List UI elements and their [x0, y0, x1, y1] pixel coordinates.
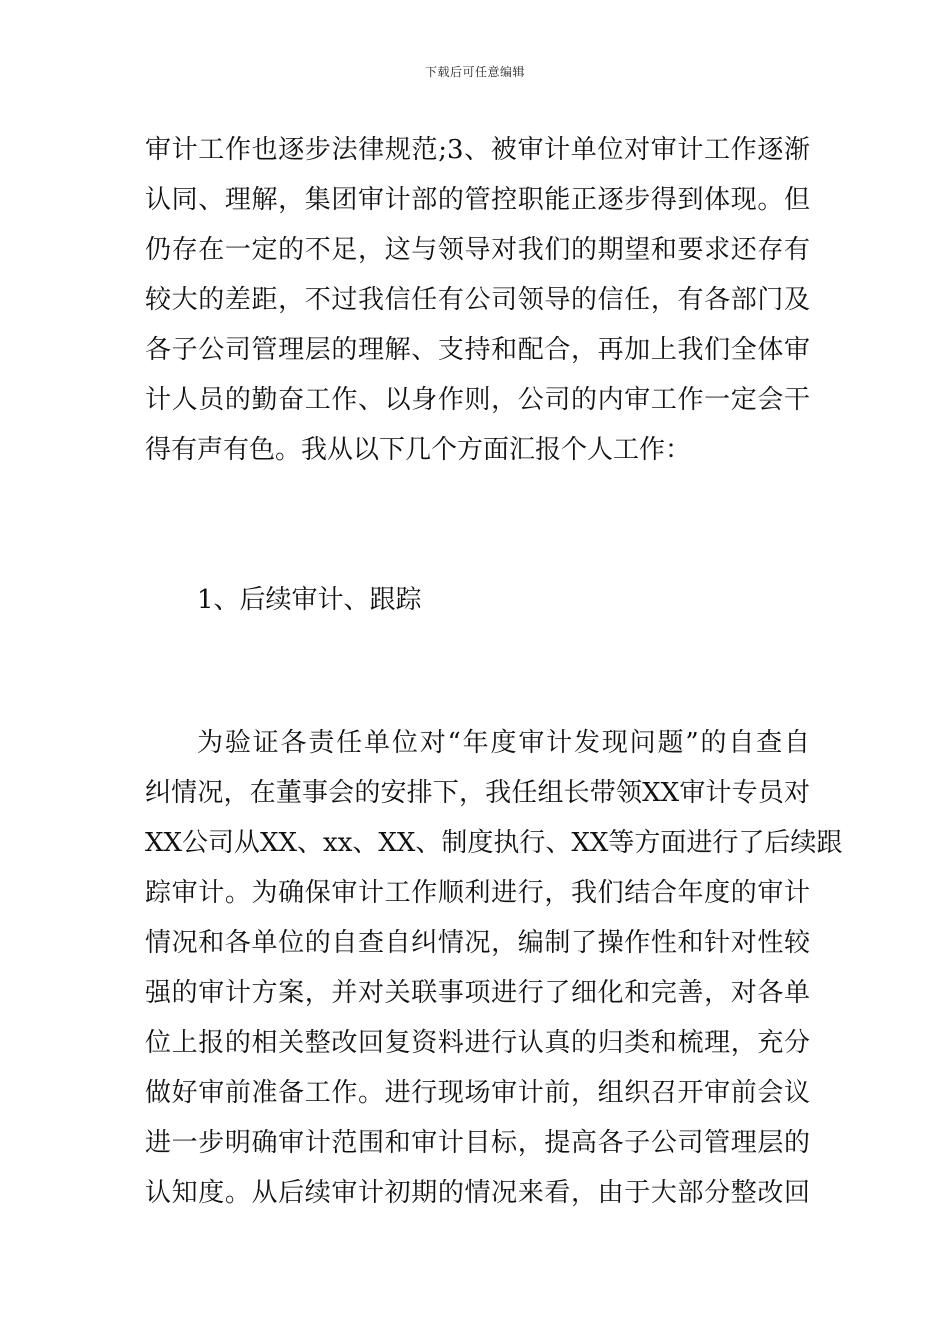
paragraph-line: 较大的差距，不过我信任有公司领导的信任，有各部门及	[145, 285, 810, 315]
paragraph-line: 认知度。从后续审计初期的情况来看，由于大部分整改回	[145, 1178, 810, 1208]
paragraph-line: XX公司从XX、xx、XX、制度执行、XX等方面进行了后续跟	[145, 828, 843, 858]
paragraph-line: 审计工作也逐步法律规范;3、被审计单位对审计工作逐渐	[145, 135, 810, 165]
paragraph-line: 进一步明确审计范围和审计目标，提高各子公司管理层的	[145, 1128, 810, 1158]
paragraph-line: 位上报的相关整改回复资料进行认真的归类和梳理，充分	[145, 1028, 810, 1058]
paragraph-follow-up-audit	[145, 718, 843, 1218]
paragraph-line: 各子公司管理层的理解、支持和配合，再加上我们全体审	[145, 335, 810, 365]
paragraph-line: 计人员的勤奋工作、以身作则，公司的内审工作一定会干	[145, 385, 810, 415]
paragraph-line: 做好审前准备工作。进行现场审计前，组织召开审前会议	[145, 1078, 810, 1108]
page-header-note: 下载后可任意编辑	[424, 65, 525, 79]
section-heading	[145, 575, 810, 625]
paragraph-line: 认同、理解，集团审计部的管控职能正逐步得到体现。但	[145, 185, 810, 215]
paragraph-summary	[145, 125, 810, 475]
paragraph-line: 情况和各单位的自查自纠情况，编制了操作性和针对性较	[145, 928, 810, 958]
paragraph-line: 得有声有色。我从以下几个方面汇报个人工作：	[145, 435, 692, 465]
paragraph-line: 纠情况，在董事会的安排下，我任组长带领XX审计专员对	[145, 778, 810, 808]
paragraph-line: 为验证各责任单位对“年度审计发现问题”的自查自	[197, 728, 810, 758]
paragraph-line: 踪审计。为确保审计工作顺利进行，我们结合年度的审计	[145, 878, 810, 908]
heading-text: 1、后续审计、跟踪	[197, 585, 422, 615]
paragraph-line: 强的审计方案，并对关联事项进行了细化和完善，对各单	[145, 978, 810, 1008]
paragraph-line: 仍存在一定的不足，这与领导对我们的期望和要求还存有	[145, 235, 810, 265]
